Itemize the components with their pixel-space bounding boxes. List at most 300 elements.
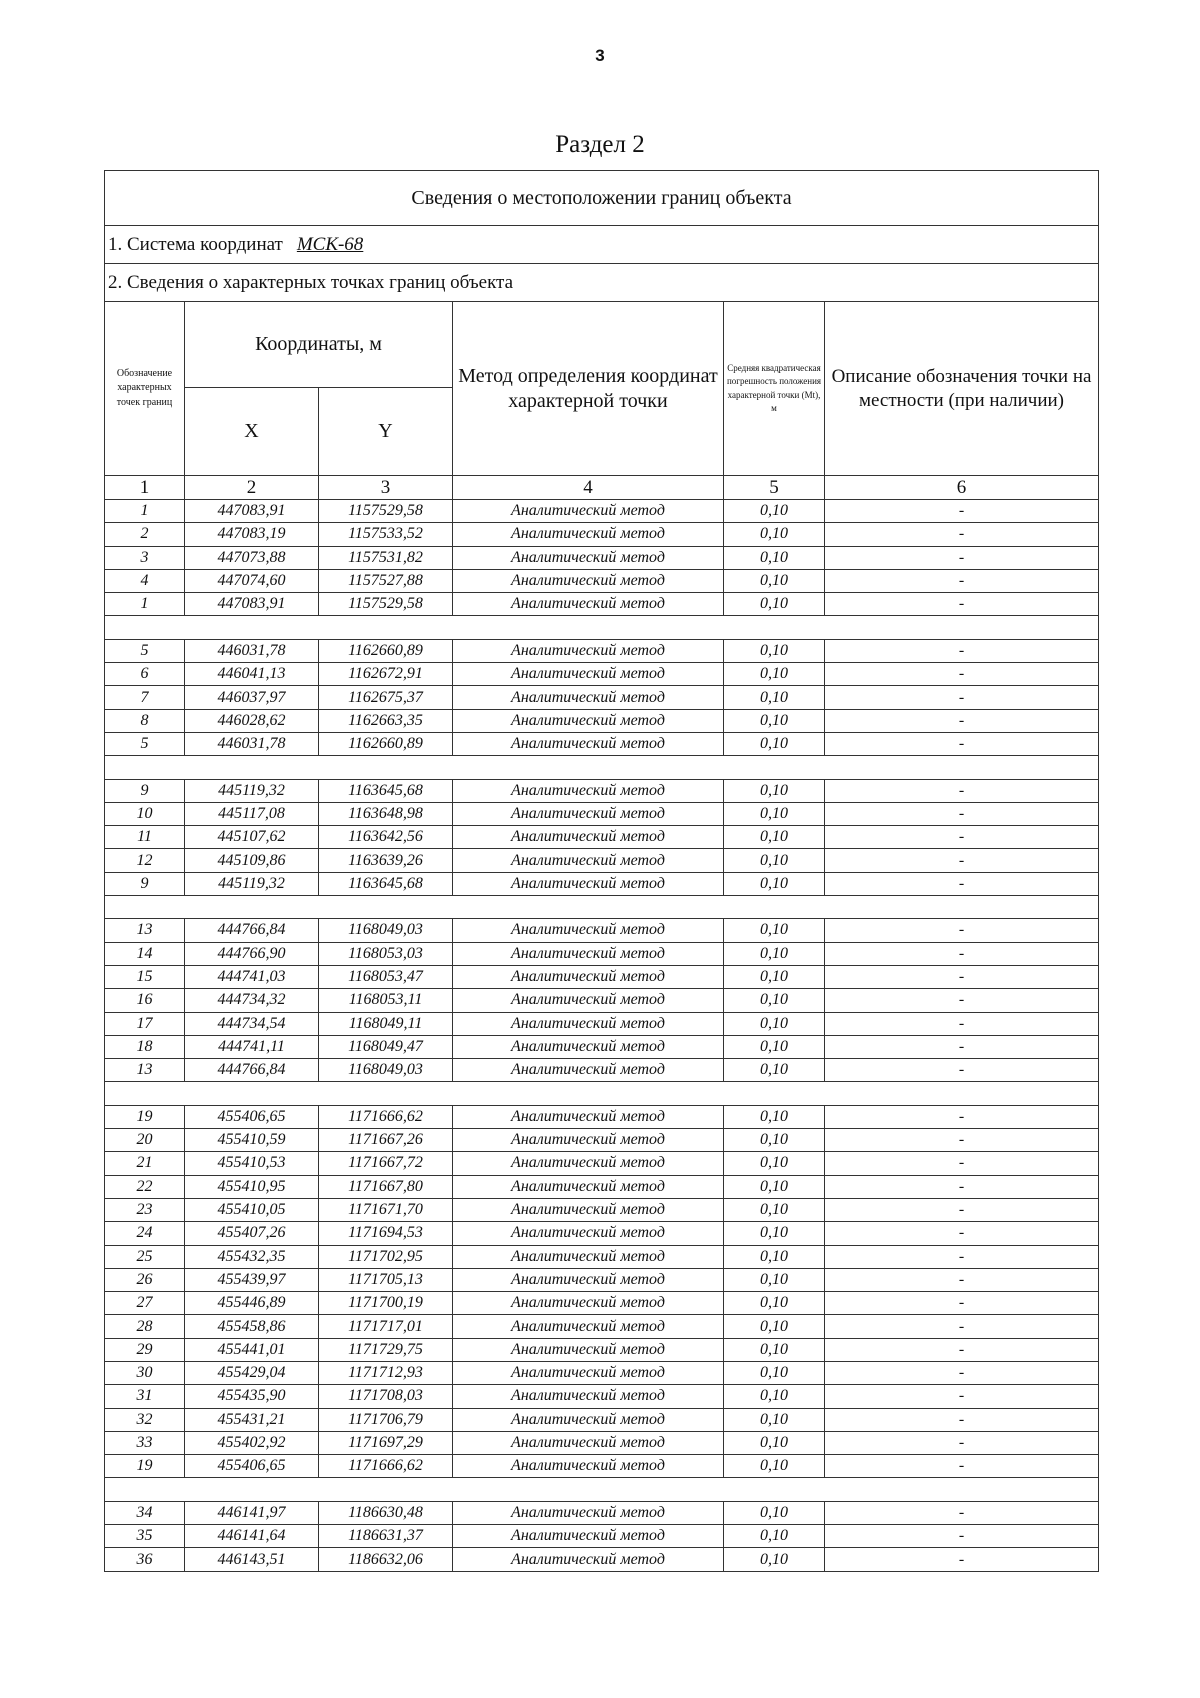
table-row xyxy=(105,732,1099,755)
column-number: 6 xyxy=(825,476,1099,500)
description-cell: - xyxy=(825,523,1099,546)
point-cell: 13 xyxy=(105,919,185,942)
column-number: 4 xyxy=(453,476,724,500)
method-cell: Аналитический метод xyxy=(453,1175,724,1198)
error-cell: 0,10 xyxy=(724,1059,825,1082)
description-cell: - xyxy=(825,1222,1099,1245)
x-cell: 445107,62 xyxy=(185,826,319,849)
x-cell: 455435,90 xyxy=(185,1385,319,1408)
point-cell: 1 xyxy=(105,500,185,523)
y-cell: 1171666,62 xyxy=(319,1455,453,1478)
table-row xyxy=(105,1315,1099,1338)
error-cell: 0,10 xyxy=(724,1431,825,1454)
y-cell: 1162660,89 xyxy=(319,639,453,662)
x-cell: 455410,59 xyxy=(185,1129,319,1152)
y-cell: 1171667,80 xyxy=(319,1175,453,1198)
description-cell: - xyxy=(825,1548,1099,1571)
method-cell: Аналитический метод xyxy=(453,1268,724,1291)
table-caption: Сведения о местоположении границ объекта xyxy=(105,171,1099,226)
point-cell: 18 xyxy=(105,1035,185,1058)
table-row xyxy=(105,1175,1099,1198)
coordinate-system-value: МСК-68 xyxy=(296,233,364,255)
section-title: Раздел 2 xyxy=(555,131,645,158)
point-cell: 9 xyxy=(105,779,185,802)
x-cell: 446041,13 xyxy=(185,663,319,686)
y-cell: 1162660,89 xyxy=(319,732,453,755)
error-cell: 0,10 xyxy=(724,709,825,732)
point-cell: 16 xyxy=(105,989,185,1012)
x-cell: 445117,08 xyxy=(185,802,319,825)
point-cell: 35 xyxy=(105,1525,185,1548)
method-cell: Аналитический метод xyxy=(453,802,724,825)
point-cell: 11 xyxy=(105,826,185,849)
method-cell: Аналитический метод xyxy=(453,965,724,988)
x-cell: 444766,90 xyxy=(185,942,319,965)
x-cell: 445109,86 xyxy=(185,849,319,872)
y-cell: 1171717,01 xyxy=(319,1315,453,1338)
y-cell: 1171697,29 xyxy=(319,1431,453,1454)
y-cell: 1171702,95 xyxy=(319,1245,453,1268)
y-cell: 1171700,19 xyxy=(319,1292,453,1315)
point-cell: 33 xyxy=(105,1431,185,1454)
table-row xyxy=(105,1059,1099,1082)
x-cell: 455406,65 xyxy=(185,1105,319,1128)
y-cell: 1157527,88 xyxy=(319,569,453,592)
table-row xyxy=(105,1152,1099,1175)
column-number: 3 xyxy=(319,476,453,500)
coordinate-system-row xyxy=(105,226,1099,264)
description-cell: - xyxy=(825,639,1099,662)
table-row xyxy=(105,826,1099,849)
method-cell: Аналитический метод xyxy=(453,593,724,616)
x-cell: 447073,88 xyxy=(185,546,319,569)
table-row xyxy=(105,1385,1099,1408)
description-cell: - xyxy=(825,942,1099,965)
description-cell: - xyxy=(825,1315,1099,1338)
method-cell: Аналитический метод xyxy=(453,1292,724,1315)
error-cell: 0,10 xyxy=(724,1525,825,1548)
method-cell: Аналитический метод xyxy=(453,1548,724,1571)
point-cell: 15 xyxy=(105,965,185,988)
method-cell: Аналитический метод xyxy=(453,546,724,569)
x-cell: 455431,21 xyxy=(185,1408,319,1431)
description-cell: - xyxy=(825,1501,1099,1524)
method-cell: Аналитический метод xyxy=(453,569,724,592)
x-cell: 455429,04 xyxy=(185,1361,319,1384)
y-cell: 1168049,11 xyxy=(319,1012,453,1035)
error-cell: 0,10 xyxy=(724,1548,825,1571)
x-cell: 446141,97 xyxy=(185,1501,319,1524)
x-cell: 447083,19 xyxy=(185,523,319,546)
point-cell: 26 xyxy=(105,1268,185,1291)
point-cell: 5 xyxy=(105,732,185,755)
error-cell: 0,10 xyxy=(724,1455,825,1478)
method-cell: Аналитический метод xyxy=(453,989,724,1012)
column-number: 1 xyxy=(105,476,185,500)
point-cell: 14 xyxy=(105,942,185,965)
table-row xyxy=(105,989,1099,1012)
description-cell: - xyxy=(825,802,1099,825)
y-cell: 1168053,11 xyxy=(319,989,453,1012)
error-cell: 0,10 xyxy=(724,1012,825,1035)
group-separator-row xyxy=(105,756,1099,779)
description-cell: - xyxy=(825,1152,1099,1175)
error-cell: 0,10 xyxy=(724,593,825,616)
y-cell: 1162675,37 xyxy=(319,686,453,709)
group-separator-cell xyxy=(105,1082,1099,1105)
point-cell: 25 xyxy=(105,1245,185,1268)
table-row xyxy=(105,686,1099,709)
table-row xyxy=(105,1035,1099,1058)
method-cell: Аналитический метод xyxy=(453,1385,724,1408)
description-cell: - xyxy=(825,826,1099,849)
method-cell: Аналитический метод xyxy=(453,1455,724,1478)
table-row xyxy=(105,569,1099,592)
y-cell: 1163645,68 xyxy=(319,872,453,895)
method-cell: Аналитический метод xyxy=(453,663,724,686)
group-separator-row xyxy=(105,616,1099,639)
y-cell: 1163639,26 xyxy=(319,849,453,872)
point-cell: 21 xyxy=(105,1152,185,1175)
point-cell: 34 xyxy=(105,1501,185,1524)
method-cell: Аналитический метод xyxy=(453,1315,724,1338)
method-cell: Аналитический метод xyxy=(453,1012,724,1035)
x-cell: 455406,65 xyxy=(185,1455,319,1478)
method-cell: Аналитический метод xyxy=(453,1501,724,1524)
method-cell: Аналитический метод xyxy=(453,919,724,942)
description-cell: - xyxy=(825,1455,1099,1478)
point-cell: 8 xyxy=(105,709,185,732)
y-cell: 1186632,06 xyxy=(319,1548,453,1571)
point-cell: 36 xyxy=(105,1548,185,1571)
method-cell: Аналитический метод xyxy=(453,1129,724,1152)
x-cell: 445119,32 xyxy=(185,872,319,895)
point-cell: 32 xyxy=(105,1408,185,1431)
error-cell: 0,10 xyxy=(724,1408,825,1431)
error-cell: 0,10 xyxy=(724,965,825,988)
y-cell: 1168049,03 xyxy=(319,1059,453,1082)
header-error: Средняя квадратическая погрешность положения характерной точки (Mt), м xyxy=(724,302,825,476)
description-cell: - xyxy=(825,849,1099,872)
y-cell: 1171729,75 xyxy=(319,1338,453,1361)
error-cell: 0,10 xyxy=(724,500,825,523)
point-cell: 6 xyxy=(105,663,185,686)
x-cell: 455410,05 xyxy=(185,1198,319,1221)
method-cell: Аналитический метод xyxy=(453,1245,724,1268)
description-cell: - xyxy=(825,1385,1099,1408)
error-cell: 0,10 xyxy=(724,1315,825,1338)
y-cell: 1171712,93 xyxy=(319,1361,453,1384)
error-cell: 0,10 xyxy=(724,1361,825,1384)
header-designation: Обозначение характерных точек границ xyxy=(105,302,185,476)
x-cell: 455410,95 xyxy=(185,1175,319,1198)
point-cell: 20 xyxy=(105,1129,185,1152)
y-cell: 1171667,26 xyxy=(319,1129,453,1152)
method-cell: Аналитический метод xyxy=(453,1198,724,1221)
point-cell: 31 xyxy=(105,1385,185,1408)
description-cell: - xyxy=(825,1129,1099,1152)
description-cell: - xyxy=(825,663,1099,686)
y-cell: 1186630,48 xyxy=(319,1501,453,1524)
table-row xyxy=(105,919,1099,942)
description-cell: - xyxy=(825,779,1099,802)
coordinate-system-label: 1. Система координат xyxy=(108,233,283,255)
method-cell: Аналитический метод xyxy=(453,1431,724,1454)
description-cell: - xyxy=(825,1292,1099,1315)
description-cell: - xyxy=(825,1338,1099,1361)
y-cell: 1162663,35 xyxy=(319,709,453,732)
header-y: Y xyxy=(319,388,453,476)
x-cell: 455432,35 xyxy=(185,1245,319,1268)
x-cell: 445119,32 xyxy=(185,779,319,802)
table-row xyxy=(105,1548,1099,1571)
point-cell: 2 xyxy=(105,523,185,546)
description-cell: - xyxy=(825,569,1099,592)
table-row xyxy=(105,523,1099,546)
x-cell: 455458,86 xyxy=(185,1315,319,1338)
error-cell: 0,10 xyxy=(724,686,825,709)
method-cell: Аналитический метод xyxy=(453,500,724,523)
method-cell: Аналитический метод xyxy=(453,1152,724,1175)
y-cell: 1162672,91 xyxy=(319,663,453,686)
header-coordinates: Координаты, м xyxy=(185,302,453,388)
point-cell: 12 xyxy=(105,849,185,872)
description-cell: - xyxy=(825,989,1099,1012)
description-cell: - xyxy=(825,500,1099,523)
x-cell: 455407,26 xyxy=(185,1222,319,1245)
error-cell: 0,10 xyxy=(724,1501,825,1524)
y-cell: 1168049,03 xyxy=(319,919,453,942)
column-number: 2 xyxy=(185,476,319,500)
table-row xyxy=(105,1292,1099,1315)
x-cell: 444741,11 xyxy=(185,1035,319,1058)
y-cell: 1168053,03 xyxy=(319,942,453,965)
method-cell: Аналитический метод xyxy=(453,732,724,755)
point-cell: 1 xyxy=(105,593,185,616)
table-row xyxy=(105,1222,1099,1245)
point-cell: 3 xyxy=(105,546,185,569)
boundary-points-table xyxy=(104,170,1099,1572)
point-cell: 28 xyxy=(105,1315,185,1338)
point-cell: 29 xyxy=(105,1338,185,1361)
x-cell: 446143,51 xyxy=(185,1548,319,1571)
point-cell: 7 xyxy=(105,686,185,709)
error-cell: 0,10 xyxy=(724,1385,825,1408)
group-separator-cell xyxy=(105,896,1099,919)
method-cell: Аналитический метод xyxy=(453,686,724,709)
point-cell: 9 xyxy=(105,872,185,895)
description-cell: - xyxy=(825,1198,1099,1221)
method-cell: Аналитический метод xyxy=(453,849,724,872)
method-cell: Аналитический метод xyxy=(453,639,724,662)
error-cell: 0,10 xyxy=(724,569,825,592)
y-cell: 1163645,68 xyxy=(319,779,453,802)
method-cell: Аналитический метод xyxy=(453,1338,724,1361)
table-row xyxy=(105,639,1099,662)
description-cell: - xyxy=(825,1525,1099,1548)
error-cell: 0,10 xyxy=(724,523,825,546)
group-separator-cell xyxy=(105,1478,1099,1501)
x-cell: 446028,62 xyxy=(185,709,319,732)
x-cell: 446031,78 xyxy=(185,639,319,662)
y-cell: 1157533,52 xyxy=(319,523,453,546)
x-cell: 444766,84 xyxy=(185,919,319,942)
error-cell: 0,10 xyxy=(724,1338,825,1361)
description-cell: - xyxy=(825,919,1099,942)
y-cell: 1163642,56 xyxy=(319,826,453,849)
error-cell: 0,10 xyxy=(724,1198,825,1221)
group-separator-row xyxy=(105,1478,1099,1501)
description-cell: - xyxy=(825,593,1099,616)
table-row xyxy=(105,500,1099,523)
method-cell: Аналитический метод xyxy=(453,523,724,546)
description-cell: - xyxy=(825,872,1099,895)
point-cell: 23 xyxy=(105,1198,185,1221)
point-cell: 27 xyxy=(105,1292,185,1315)
header-x: X xyxy=(185,388,319,476)
table-row xyxy=(105,1525,1099,1548)
description-cell: - xyxy=(825,1012,1099,1035)
method-cell: Аналитический метод xyxy=(453,779,724,802)
y-cell: 1168049,47 xyxy=(319,1035,453,1058)
x-cell: 444766,84 xyxy=(185,1059,319,1082)
x-cell: 444734,32 xyxy=(185,989,319,1012)
table-row xyxy=(105,1012,1099,1035)
error-cell: 0,10 xyxy=(724,919,825,942)
method-cell: Аналитический метод xyxy=(453,1408,724,1431)
error-cell: 0,10 xyxy=(724,1129,825,1152)
point-cell: 19 xyxy=(105,1105,185,1128)
error-cell: 0,10 xyxy=(724,1292,825,1315)
x-cell: 446141,64 xyxy=(185,1525,319,1548)
y-cell: 1171694,53 xyxy=(319,1222,453,1245)
x-cell: 444741,03 xyxy=(185,965,319,988)
table-row xyxy=(105,1408,1099,1431)
y-cell: 1171706,79 xyxy=(319,1408,453,1431)
y-cell: 1171666,62 xyxy=(319,1105,453,1128)
description-cell: - xyxy=(825,686,1099,709)
method-cell: Аналитический метод xyxy=(453,1222,724,1245)
table-row xyxy=(105,849,1099,872)
table-row xyxy=(105,1338,1099,1361)
table-row xyxy=(105,546,1099,569)
description-cell: - xyxy=(825,1105,1099,1128)
table-row xyxy=(105,1455,1099,1478)
error-cell: 0,10 xyxy=(724,663,825,686)
x-cell: 447083,91 xyxy=(185,500,319,523)
table-row xyxy=(105,779,1099,802)
x-cell: 455439,97 xyxy=(185,1268,319,1291)
method-cell: Аналитический метод xyxy=(453,1105,724,1128)
table-row xyxy=(105,1105,1099,1128)
header-description: Описание обозначения точки на местности (при наличии) xyxy=(825,302,1099,476)
y-cell: 1163648,98 xyxy=(319,802,453,825)
table-row xyxy=(105,709,1099,732)
error-cell: 0,10 xyxy=(724,1175,825,1198)
error-cell: 0,10 xyxy=(724,1245,825,1268)
error-cell: 0,10 xyxy=(724,942,825,965)
point-cell: 17 xyxy=(105,1012,185,1035)
x-cell: 455446,89 xyxy=(185,1292,319,1315)
error-cell: 0,10 xyxy=(724,826,825,849)
description-cell: - xyxy=(825,1035,1099,1058)
column-numbers-row xyxy=(105,476,1099,500)
table-row xyxy=(105,1129,1099,1152)
table-row xyxy=(105,942,1099,965)
page-number: 3 xyxy=(595,46,605,65)
table-row xyxy=(105,593,1099,616)
table-row xyxy=(105,1198,1099,1221)
table-row xyxy=(105,802,1099,825)
description-cell: - xyxy=(825,1268,1099,1291)
point-cell: 5 xyxy=(105,639,185,662)
description-cell: - xyxy=(825,546,1099,569)
method-cell: Аналитический метод xyxy=(453,709,724,732)
table-row xyxy=(105,1245,1099,1268)
error-cell: 0,10 xyxy=(724,779,825,802)
y-cell: 1171705,13 xyxy=(319,1268,453,1291)
error-cell: 0,10 xyxy=(724,1222,825,1245)
description-cell: - xyxy=(825,1059,1099,1082)
error-cell: 0,10 xyxy=(724,639,825,662)
y-cell: 1157529,58 xyxy=(319,500,453,523)
method-cell: Аналитический метод xyxy=(453,826,724,849)
error-cell: 0,10 xyxy=(724,849,825,872)
method-cell: Аналитический метод xyxy=(453,1035,724,1058)
description-cell: - xyxy=(825,709,1099,732)
method-cell: Аналитический метод xyxy=(453,872,724,895)
table-row xyxy=(105,663,1099,686)
description-cell: - xyxy=(825,1361,1099,1384)
description-cell: - xyxy=(825,1431,1099,1454)
description-cell: - xyxy=(825,732,1099,755)
point-cell: 4 xyxy=(105,569,185,592)
x-cell: 455402,92 xyxy=(185,1431,319,1454)
error-cell: 0,10 xyxy=(724,1152,825,1175)
x-cell: 455410,53 xyxy=(185,1152,319,1175)
group-separator-cell xyxy=(105,616,1099,639)
group-separator-cell xyxy=(105,756,1099,779)
method-cell: Аналитический метод xyxy=(453,1361,724,1384)
table-row xyxy=(105,872,1099,895)
x-cell: 447083,91 xyxy=(185,593,319,616)
x-cell: 455441,01 xyxy=(185,1338,319,1361)
description-cell: - xyxy=(825,1408,1099,1431)
error-cell: 0,10 xyxy=(724,802,825,825)
x-cell: 446031,78 xyxy=(185,732,319,755)
table-row xyxy=(105,1501,1099,1524)
x-cell: 444734,54 xyxy=(185,1012,319,1035)
method-cell: Аналитический метод xyxy=(453,1059,724,1082)
y-cell: 1157529,58 xyxy=(319,593,453,616)
group-separator-row xyxy=(105,896,1099,919)
point-cell: 22 xyxy=(105,1175,185,1198)
error-cell: 0,10 xyxy=(724,546,825,569)
error-cell: 0,10 xyxy=(724,872,825,895)
point-cell: 13 xyxy=(105,1059,185,1082)
error-cell: 0,10 xyxy=(724,732,825,755)
description-cell: - xyxy=(825,965,1099,988)
error-cell: 0,10 xyxy=(724,1268,825,1291)
table-row xyxy=(105,1268,1099,1291)
point-cell: 10 xyxy=(105,802,185,825)
method-cell: Аналитический метод xyxy=(453,942,724,965)
error-cell: 0,10 xyxy=(724,1035,825,1058)
table-row xyxy=(105,965,1099,988)
error-cell: 0,10 xyxy=(724,1105,825,1128)
x-cell: 446037,97 xyxy=(185,686,319,709)
y-cell: 1168053,47 xyxy=(319,965,453,988)
